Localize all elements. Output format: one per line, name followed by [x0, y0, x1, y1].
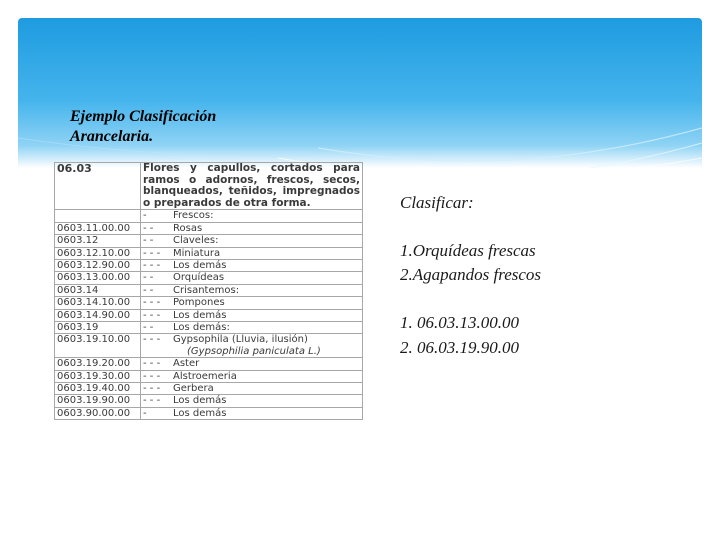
row-desc-cell	[141, 383, 363, 395]
row-dash-indent: - -	[143, 272, 154, 284]
row-code-cell: 0603.12	[55, 235, 141, 247]
table-row	[55, 284, 363, 296]
row-desc-cell	[141, 247, 363, 259]
row-dash-indent: - -	[143, 235, 154, 247]
row-desc-cell	[141, 235, 363, 247]
row-code-cell: 0603.14	[55, 284, 141, 296]
row-desc-cell	[141, 284, 363, 296]
row-code-cell: 0603.12.10.00	[55, 247, 141, 259]
row-code-cell: 0603.13.00.00	[55, 272, 141, 284]
row-code-cell: 0603.14.10.00	[55, 297, 141, 309]
row-desc-cell	[141, 260, 363, 272]
row-code-cell: 0603.19.90.00	[55, 395, 141, 407]
row-desc-text: Los demás:	[173, 322, 230, 334]
row-dash-indent: - -	[143, 222, 154, 234]
row-desc-text: Orquídeas	[173, 272, 225, 284]
table-row	[55, 309, 363, 321]
table-header-row	[55, 163, 363, 210]
header-code-cell: 06.03	[55, 163, 141, 210]
row-dash-indent: - - -	[143, 395, 161, 407]
table-row	[55, 260, 363, 272]
row-desc-text: Rosas	[173, 222, 203, 234]
table-row	[55, 272, 363, 284]
row-desc-text: Pompones	[173, 297, 225, 309]
row-code-cell: 0603.14.90.00	[55, 309, 141, 321]
row-dash-indent: - - -	[143, 383, 161, 395]
row-desc-cell	[141, 222, 363, 234]
row-code-cell: 0603.19.10.00	[55, 334, 141, 358]
row-code-cell: 0603.19.20.00	[55, 358, 141, 370]
row-code-cell: 0603.19.30.00	[55, 370, 141, 382]
exercise-prompt: Clasificar:	[400, 193, 474, 212]
slide-title	[70, 107, 310, 147]
row-code-cell: 0603.11.00.00	[55, 222, 141, 234]
row-desc-text: Gypsophila (Lluvia, ilusión)	[173, 334, 308, 346]
row-dash-indent: - -	[143, 322, 154, 334]
table-row	[55, 247, 363, 259]
exercise-answer-1: 1. 06.03.13.00.00	[400, 313, 519, 332]
row-dash-indent: -	[143, 407, 147, 419]
row-desc-cell	[141, 407, 363, 419]
row-desc-text: Aster	[173, 358, 200, 370]
row-desc-cell	[141, 395, 363, 407]
row-dash-indent: - - -	[143, 247, 161, 259]
table-row	[55, 297, 363, 309]
table-row	[55, 235, 363, 247]
table-row	[55, 407, 363, 419]
row-desc-cell	[141, 272, 363, 284]
row-desc-text: Los demás	[173, 407, 227, 419]
row-desc-text: Alstroemeria	[173, 370, 237, 382]
table-row	[55, 322, 363, 334]
row-dash-indent: - - -	[143, 370, 161, 382]
header-desc-cell: Flores y capullos, cortados para ramos o adornos, frescos, secos, blanqueados, teñidos, impregnados o preparados de otra forma.	[141, 163, 363, 210]
exercise-item-2: 2.Agapandos frescos	[400, 265, 542, 284]
row-code-cell: 0603.19	[55, 322, 141, 334]
row-code-cell: 0603.90.00.00	[55, 407, 141, 419]
row-desc-cell	[141, 210, 363, 222]
row-desc-text: Miniatura	[173, 247, 221, 259]
table-row	[55, 395, 363, 407]
table-row	[55, 383, 363, 395]
row-desc-cell	[141, 370, 363, 382]
row-desc-text: Los demás	[173, 395, 227, 407]
row-desc-text: Gerbera	[173, 383, 214, 395]
row-dash-indent: - -	[143, 284, 154, 296]
row-desc-cell	[141, 297, 363, 309]
tariff-classification-table	[54, 162, 363, 420]
row-desc-cell	[141, 309, 363, 321]
row-desc-text: Frescos:	[173, 210, 214, 222]
title-line-1: Ejemplo Clasificación	[70, 108, 217, 125]
row-code-cell	[55, 210, 141, 222]
exercise-item-1: 1.Orquídeas frescas	[400, 241, 536, 260]
row-desc-text: Crisantemos:	[173, 284, 240, 296]
row-desc-text: Los demás	[173, 260, 227, 271]
table-row	[55, 358, 363, 370]
table-row	[55, 222, 363, 234]
row-dash-indent: - - -	[143, 334, 161, 346]
row-desc-text: Los demás	[173, 309, 227, 321]
row-desc-text: Claveles:	[173, 235, 219, 247]
row-desc-cell	[141, 334, 363, 358]
row-dash-indent: - - -	[143, 260, 161, 271]
row-desc-cell	[141, 358, 363, 370]
row-dash-indent: - - -	[143, 309, 161, 321]
exercise-answer-2: 2. 06.03.19.90.00	[400, 338, 519, 357]
table-row	[55, 370, 363, 382]
row-code-cell: 0603.12.90.00	[55, 260, 141, 272]
row-desc-subtext: (Gypsophilia paniculata L.)	[187, 345, 321, 357]
title-line-2: Arancelaria.	[70, 128, 154, 145]
row-dash-indent: - - -	[143, 297, 161, 309]
table-row	[55, 210, 363, 222]
row-dash-indent: - - -	[143, 358, 161, 370]
table-row	[55, 334, 363, 358]
row-code-cell: 0603.19.40.00	[55, 383, 141, 395]
row-dash-indent: -	[143, 210, 147, 222]
row-desc-cell	[141, 322, 363, 334]
